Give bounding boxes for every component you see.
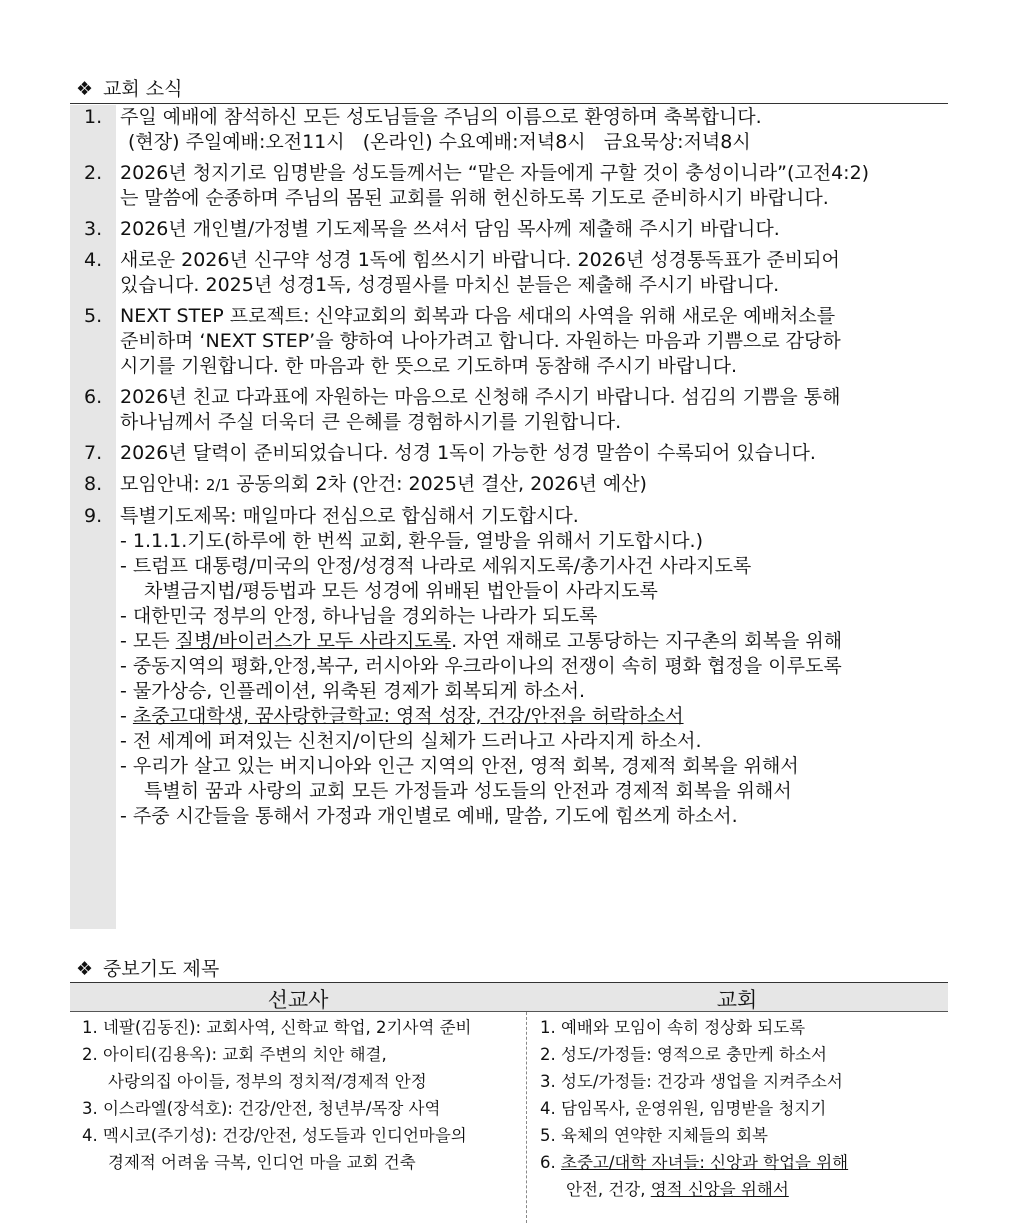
table-header [70,983,948,1012]
announcement-item [70,441,948,466]
announcement-item [70,161,948,211]
prayer-point [120,629,948,654]
prayer-point: 차별금지법/평등법과 모든 성경에 위배된 법안들이 사라지도록 [144,580,658,602]
item-text: 하나님께서 주실 더욱더 큰 은혜를 경험하시기를 기원합니다. [120,411,622,433]
diamond-bullet-icon: ❖ [76,78,94,100]
missionary-item: 경제적 어려움 극복, 인디언 마을 교회 건축 [108,1153,416,1172]
item-number: 5. [84,305,103,327]
intercession-title: 중보기도 제목 [103,958,220,980]
item-number: 9. [84,505,103,527]
item-number: 7. [84,442,103,464]
church-item: 5. 육체의 연약한 지체들의 회복 [540,1126,768,1145]
announcement-item [70,248,948,298]
church-item [540,1149,940,1176]
church-item-text: 안전, 건강, [566,1180,651,1199]
item-number: 6. [84,386,103,408]
prayer-point: - 중동지역의 평화,안정,복구, 러시아와 우크라이나의 전쟁이 속히 평화 협정을 이루도록 [120,655,842,677]
item-text: 새로운 2026년 신구약 성경 1독에 힘쓰시기 바랍니다. 2026년 성경통독표가 준비되어 [120,249,840,271]
item-text: 2026년 달력이 준비되었습니다. 성경 1독이 가능한 성경 말씀이 수록되어 있습니다. [120,442,816,464]
header-divider [70,103,948,104]
announcement-item-meeting [70,472,948,498]
prayer-point: - 대한민국 정부의 안정, 하나님을 경외하는 나라가 되도록 [120,605,598,627]
item-number: 3. [84,218,103,240]
missionary-item: 3. 이스라엘(장석호): 건강/안전, 청년부/목장 사역 [82,1099,441,1118]
item-number: 8. [84,473,103,495]
prayer-heading: 특별기도제목: 매일마다 전심으로 합심해서 기도합시다. [120,505,579,527]
item-text: 2026년 친교 다과표에 자원하는 마음으로 신청해 주시기 바랍니다. 섬김의 기쁨을 통해 [120,386,841,408]
prayer-point: - 전 세계에 퍼져있는 신천지/이단의 실체가 드러나고 사라지게 하소서. [120,730,702,752]
prayer-point-prefix: - [120,705,133,727]
prayer-point: - 우리가 살고 있는 버지니아와 인근 지역의 안전, 영적 회복, 경제적 회복을 위해서 [120,755,799,777]
missionary-item: 4. 멕시코(주기성): 건강/안전, 성도들과 인디언마을의 [82,1126,467,1145]
item-text: 시기를 기원합니다. 한 마음과 한 뜻으로 기도하며 동참해 주시기 바랍니다. [120,355,738,377]
item-text: 준비하며 ‘NEXT STEP’을 향하여 나아가려고 합니다. 자원하는 마음과 기쁨으로 감당하 [120,330,841,352]
prayer-point-prefix: - 모든 [120,630,176,652]
item-number: 2. [84,162,103,184]
church-item: 1. 예배와 모임이 속히 정상화 되도록 [540,1018,806,1037]
church-list [540,1014,940,1203]
announcements-header [76,74,183,101]
prayer-point-emphasis: 초중고대학생, 꿈사랑한글학교: 영적 성장, 건강/안전을 허락하소서 [132,705,684,727]
church-column-header: 교회 [716,988,758,1012]
prayer-point-suffix: . 자연 재해로 고통당하는 지구촌의 회복을 위해 [451,630,843,652]
diamond-bullet-icon: ❖ [76,958,94,980]
intercession-table [70,983,948,1223]
prayer-point: - 1.1.1.기도(하루에 한 번씩 교회, 환우들, 열방을 위해서 기도합시다.) [120,530,703,552]
announcements-title: 교회 소식 [103,78,183,100]
prayer-point: - 주중 시간들을 통해서 가정과 개인별로 예배, 말씀, 기도에 힘쓰게 하소서. [120,805,738,827]
announcement-item [70,304,948,379]
church-item-emphasis: 초중고/대학 자녀들: 신앙과 학업을 위해 [561,1153,849,1172]
missionary-item: 1. 네팔(김동진): 교회사역, 신학교 학업, 2기사역 준비 [82,1018,472,1037]
church-item: 2. 성도/가정들: 영적으로 충만케 하소서 [540,1045,827,1064]
prayer-point-emphasis: 질병/바이러스가 모두 사라지도록 [175,630,452,652]
prayer-point: - 물가상승, 인플레이션, 위축된 경제가 회복되게 하소서. [120,680,586,702]
church-item-number: 6. [540,1153,561,1172]
church-item [540,1176,940,1203]
meeting-text: 공동의회 2차 (안건: 2025년 결산, 2026년 예산) [236,473,647,495]
church-item: 3. 성도/가정들: 건강과 생업을 지켜주소서 [540,1072,843,1091]
item-text: 는 말씀에 순종하며 주님의 몸된 교회를 위해 헌신하도록 기도로 준비하시기 바랍니다. [120,187,829,209]
item-number: 4. [84,249,103,271]
prayer-point: 특별히 꿈과 사랑의 교회 모든 가정들과 성도들의 안전과 경제적 회복을 위해서 [144,780,792,802]
prayer-point: - 트럼프 대통령/미국의 안정/성경적 나라로 세워지도록/총기사건 사라지도록 [120,555,752,577]
item-text: 있습니다. 2025년 성경1독, 성경필사를 마치신 분들은 제출해 주시기 바랍니다. [120,274,780,296]
church-item: 4. 담임목사, 운영위원, 임명받을 청지기 [540,1099,827,1118]
item-number: 1. [84,106,103,128]
intercession-header [76,954,219,981]
missionary-item: 사랑의집 아이들, 정부의 정치적/경제적 안정 [108,1072,427,1091]
item-text: (현장) 주일예배:오전11시 (온라인) 수요예배:저녁8시 금요묵상:저녁8시 [128,131,751,153]
announcement-item [70,217,948,242]
item-text: 2026년 개인별/가정별 기도제목을 쓰셔서 담임 목사께 제출해 주시기 바랍니다. [120,218,780,240]
missionary-item: 2. 아이티(김용옥): 교회 주변의 치안 해결, [82,1045,387,1064]
announcements-list [70,105,948,835]
missionary-column-header: 선교사 [267,988,329,1012]
missionary-list [82,1014,522,1176]
announcement-item [70,105,948,155]
item-text: 주일 예배에 참석하신 모든 성도님들을 주님의 이름으로 환영하며 축복합니다. [120,106,762,128]
church-item-emphasis: 영적 신앙을 위해서 [650,1180,789,1199]
announcement-item [70,385,948,435]
meeting-label: 모임안내: [120,473,200,495]
column-divider [526,1012,528,1223]
meeting-date: 2/1 [205,476,231,494]
item-text: NEXT STEP 프로젝트: 신약교회의 회복과 다음 세대의 사역을 위해 새로운 예배처소를 [120,305,836,327]
prayer-point [120,704,948,729]
announcement-item-prayer [70,504,948,829]
item-text: 2026년 청지기로 임명받을 성도들께서는 “맡은 자들에게 구할 것이 충성이니라”(고전4:2) [120,162,870,184]
